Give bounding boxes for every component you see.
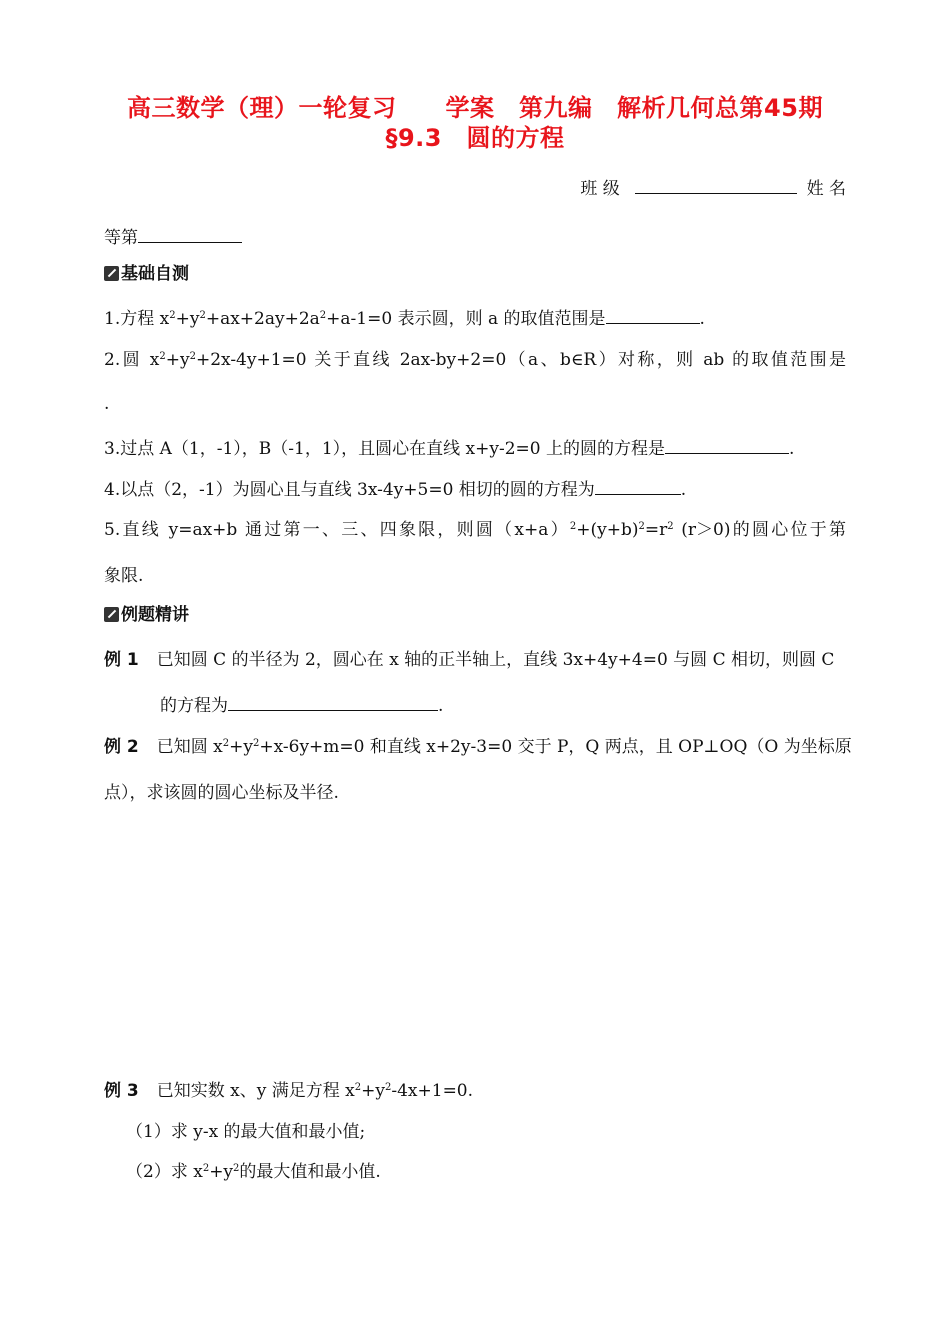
class-label: 班 级 — [580, 179, 620, 199]
basic-section-heading — [104, 262, 189, 286]
example-label: 例 3 — [104, 1081, 139, 1101]
question-2-end: . — [104, 394, 110, 414]
example-3-part-2: （2）求 $x^2+y^2$的最大值和最小值. — [126, 1162, 381, 1182]
pencil-icon — [104, 266, 119, 281]
section-title: §9.3 圆的方程 — [385, 124, 565, 152]
question-5: 5.直线 y=ax+b 通过第一、三、四象限，则圆$(x+a)^2+(y+b)^2=r^2$ (r＞0)的圆心位于第 — [104, 520, 846, 540]
basic-section-label: 基础自测 — [121, 264, 189, 284]
grade-field[interactable] — [138, 225, 242, 243]
example-label: 例 1 — [104, 650, 139, 670]
answer-blank[interactable] — [228, 693, 438, 711]
class-field[interactable] — [635, 176, 797, 194]
example-1: 例 1 已知圆 C 的半径为 2，圆心在 x 轴的正半轴上，直线 3x+4y+4=0 与圆 C 相切，则圆 C — [104, 650, 835, 670]
example-label: 例 2 — [104, 737, 139, 757]
examples-section-label: 例题精讲 — [121, 605, 189, 625]
class-name-row — [104, 176, 846, 201]
example-1-line2: 的方程为 . — [160, 693, 846, 718]
answer-blank[interactable] — [665, 436, 789, 454]
question-1: 1.方程 $x^2+y^2+ax+2ay+2a^2+a-1=0$ 表示圆，则 a 的取值范围是 . — [104, 306, 846, 331]
grade-row — [104, 225, 846, 250]
name-label: 姓 名 — [806, 179, 846, 199]
question-2: 2.圆 $x^2+y^2+2x-4y+1=0$ 关于直线 2ax-by+2=0（a、b∈R）对称，则 ab 的取值范围是 — [104, 350, 846, 370]
answer-blank[interactable] — [606, 306, 700, 324]
question-4: 4.以点（2，-1）为圆心且与直线 3x-4y+5=0 相切的圆的方程为 . — [104, 477, 846, 502]
answer-blank[interactable] — [595, 477, 681, 495]
examples-section-heading — [104, 603, 189, 627]
example-3: 例 3 已知实数 x、y 满足方程 $x^2+y^2-4x+1=0$. — [104, 1081, 474, 1101]
page-title: 高三数学（理）一轮复习 学案 第九编 解析几何总第45期 — [127, 94, 823, 122]
pencil-icon — [104, 607, 119, 622]
example-2: 例 2 已知圆 $x^2+y^2+x-6y+m=0$ 和直线 x+2y-3=0 交于 P，Q 两点，且 OP⊥OQ（O 为坐标原 — [104, 737, 852, 757]
example-2-line2: 点），求该圆的圆心坐标及半径. — [104, 783, 339, 803]
grade-label: 等第 — [104, 228, 138, 248]
example-3-part-1: （1）求 y-x 的最大值和最小值; — [126, 1122, 366, 1142]
question-5-end: 象限. — [104, 566, 144, 586]
question-3: 3.过点 A（1，-1），B（-1，1），且圆心在直线 x+y-2=0 上的圆的方程是 . — [104, 436, 846, 461]
